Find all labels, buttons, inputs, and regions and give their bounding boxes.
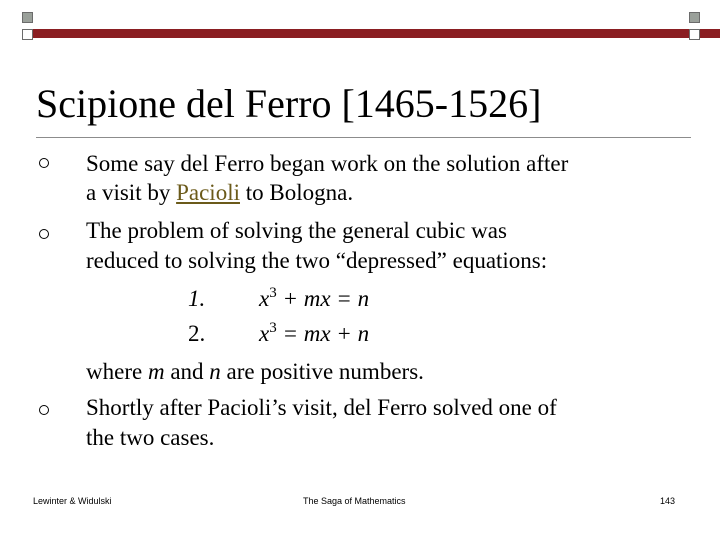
bullet3-line1: Shortly after Pacioli’s visit, del Ferro solved one of	[86, 395, 557, 420]
bullet1-prefix: a visit by	[86, 180, 177, 205]
pacioli-link[interactable]: Pacioli	[176, 180, 240, 205]
header-bar-right	[700, 29, 720, 38]
footer-center: The Saga of Mathematics	[303, 496, 406, 506]
bullet-icon	[39, 158, 49, 168]
bullet-icon	[39, 229, 49, 239]
header-square-bottom-left	[22, 29, 33, 40]
header-square-top-left	[22, 12, 33, 23]
bullet1-suffix: to Bologna.	[239, 180, 354, 205]
bullet1-line2	[86, 179, 353, 207]
bullet-icon	[39, 405, 49, 415]
slide-title: Scipione del Ferro [1465-1526]	[36, 81, 542, 126]
header-square-bottom-right	[689, 29, 700, 40]
bullet3-line2: the two cases.	[86, 425, 215, 450]
page-number: 143	[660, 496, 676, 506]
footer-left: Lewinter & Widulski	[33, 496, 112, 506]
equation-1: $x^3$ + mx = n	[259, 285, 370, 311]
bullet2-line2: reduced to solving the two “depressed” equations:	[86, 248, 548, 273]
header-bar	[33, 29, 689, 38]
title-rule	[36, 137, 691, 138]
equation-2-number: 2.	[188, 321, 206, 346]
equation-1-number: 1.	[188, 286, 206, 311]
bullet2-line1: The problem of solving the general cubic was	[86, 218, 507, 243]
header-square-top-right	[689, 12, 700, 23]
bullet1-line1: Some say del Ferro began work on the solution after	[86, 151, 569, 176]
where-line: where m and n are positive numbers.	[86, 359, 424, 384]
equation-2: $x^3$ = mx + n	[259, 320, 370, 346]
